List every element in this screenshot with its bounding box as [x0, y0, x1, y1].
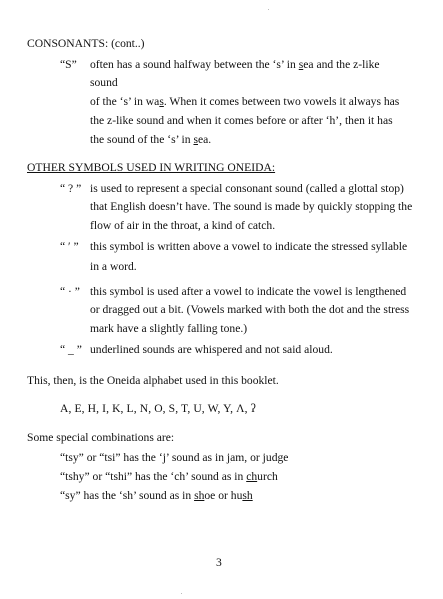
alphabet-list: A, E, H, I, K, L, N, O, S, T, U, W, Y, Λ, ʔ — [60, 402, 256, 415]
scan-speck — [268, 9, 269, 10]
length-dot-line-1: this symbol is used after a vowel to indicate the vowel is lengthened — [90, 285, 407, 298]
length-dot-line-3: mark have a slightly falling tone.) — [90, 322, 248, 335]
alphabet-intro: This, then, is the Oneida alphabet used in this booklet. — [27, 374, 279, 387]
glottal-stop-line-3: flow of air in the throat, a kind of catch. — [90, 219, 276, 232]
combination-tshy: “tshy” or “tshi” has the ‘ch’ sound as in church — [60, 470, 278, 483]
stress-mark-symbol: “ ′ ” — [60, 240, 79, 253]
s-symbol: “S” — [60, 58, 77, 71]
length-dot-line-2: or dragged out a bit. (Vowels marked with both the dot and the stress — [90, 303, 410, 316]
s-line-3: of the ‘s’ in was. When it comes between two vowels it always has — [90, 95, 400, 108]
s-line-4: the z-like sound and when it comes before or after ‘h’, then it has — [90, 114, 393, 127]
glottal-stop-line-2: that English doesn’t have. The sound is made by quickly stopping the — [90, 200, 413, 213]
combination-tsy: “tsy” or “tsi” has the ‘j’ sound as in jam, or judge — [60, 451, 289, 464]
length-dot-symbol: “ · ” — [60, 285, 80, 298]
combinations-intro: Some special combinations are: — [27, 431, 175, 444]
underline-symbol: “ _ ” — [60, 343, 82, 356]
scan-speck — [181, 593, 182, 594]
consonants-heading: CONSONANTS: (cont..) — [27, 37, 145, 50]
combination-sy: “sy” has the ‘sh’ sound as in shoe or hush — [60, 489, 253, 502]
page-number: 3 — [216, 556, 222, 569]
glottal-stop-symbol: “ ? ” — [60, 182, 82, 195]
underline-line-1: underlined sounds are whispered and not said aloud. — [90, 343, 333, 356]
stress-mark-line-1: this symbol is written above a vowel to indicate the stressed syllable — [90, 240, 408, 253]
s-line-5: the sound of the ‘s’ in sea. — [90, 133, 212, 146]
s-line-2: sound — [90, 76, 118, 89]
glottal-stop-line-1: is used to represent a special consonant sound (called a glottal stop) — [90, 182, 404, 195]
s-line-1: often has a sound halfway between the ‘s’ in sea and the z-like — [90, 58, 380, 71]
stress-mark-line-2: in a word. — [90, 260, 137, 273]
other-symbols-heading: OTHER SYMBOLS USED IN WRITING ONEIDA: — [27, 161, 276, 174]
